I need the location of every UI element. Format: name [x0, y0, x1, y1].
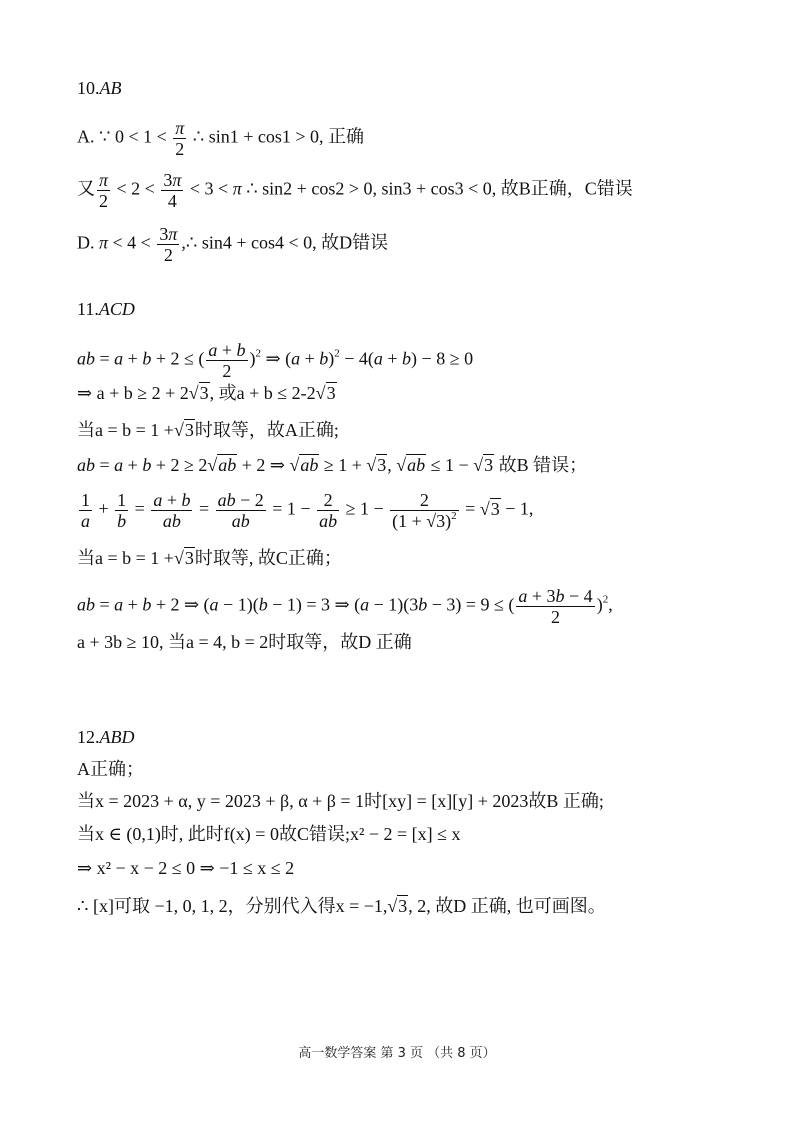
- sqrt-3: √3: [315, 383, 336, 403]
- fraction-a-plus-b-over-2: $\frac{a + b}{2}$: [208, 340, 246, 381]
- fraction-3pi-over-2: $\frac{3\pi}{2}$: [159, 224, 178, 265]
- formula: ∵ 0 < 1 <: [99, 126, 172, 147]
- fraction-3pi-over-4: $\frac{3\pi}{4}$: [163, 170, 182, 211]
- q12-line-4: ⇒ x² − x − 2 ≤ 0 ⇒ −1 ≤ x ≤ 2: [77, 858, 295, 878]
- q11-line-8: a + 3b ≥ 10, 当a = 4, b = 2时取等，故D 正确: [77, 632, 412, 652]
- sqrt-3: √3: [387, 896, 408, 916]
- q12-line-5: ∴ [x]可取 −1, 0, 1, 2，分别代入得x = −1,√3, 2, 故D 正确, 也可画图。: [77, 896, 606, 916]
- q11-line-5: $\frac{1}{a}$ + $\frac{1}{b}$ = $\frac{a + b}{ab}$ = $\frac{ab - 2}{ab}$ = 1 − $\frac{2}{ab}$ ≥ 1 − $\frac{2}{(1 + √3)^2}$ = √3 − 1,: [81, 490, 534, 531]
- formula: < 3 < π: [189, 178, 242, 199]
- q11-line-2: ⇒ a + b ≥ 2 + 2√3, 或a + b ≤ 2-2√3: [77, 383, 336, 403]
- q10-header: 10.AB: [77, 78, 122, 98]
- sqrt-3: √3: [188, 383, 209, 403]
- q10-line-a: A. ∵ 0 < 1 < $\frac{\pi}{2}$ ∴ sin1 + cos1 > 0, 正确: [77, 118, 365, 159]
- q12-line-1: A正确；: [77, 759, 144, 779]
- q11-line-3: 当a = b = 1 +√3时取等，故A正确;: [77, 420, 339, 440]
- formula: π < 4 <: [99, 232, 156, 253]
- q12-line-2: 当x = 2023 + α, y = 2023 + β, α + β = 1时[xy] = [x][y] + 2023故B 正确;: [77, 791, 604, 811]
- sqrt-3: √3: [173, 420, 194, 440]
- q11-line-4: ab = a + b + 2 ≥ 2√ab + 2 ⇒ √ab ≥ 1 + √3, √ab ≤ 1 − √3 故B 错误；: [77, 455, 588, 475]
- q11-line-7: ab = a + b + 2 ⇒ (a − 1)(b − 1) = 3 ⇒ (a − 1)(3b − 3) = 9 ≤ ( $\frac{a + 3b - 4}{2}$ )$^2$,: [77, 586, 613, 627]
- q12-line-3: 当x ∈ (0,1)时, 此时f(x) = 0故C错误;x² − 2 = [x] ≤ x: [77, 824, 461, 844]
- page-footer: 高一数学答案 第 3 页 （共 8 页）: [298, 1046, 496, 1061]
- q11-line-1: ab = a + b + 2 ≤ ( $\frac{a + b}{2}$ )$^2$ ⇒ $(a + b)^2 - 4(a + b) - 8 \ge 0$: [77, 340, 474, 381]
- fraction-pi-over-2: $\frac{\pi}{2}$: [99, 170, 109, 211]
- q10-line-d: D. π < 4 < $\frac{3\pi}{2}$ ,∴ sin4 + cos4 < 0, 故D错误: [77, 224, 389, 265]
- q11-line-6: 当a = b = 1 +√3时取等, 故C正确；: [77, 548, 342, 568]
- formula: < 2 <: [116, 178, 160, 199]
- fraction-pi-over-2: $\frac{\pi}{2}$: [175, 118, 185, 159]
- q11-header: 11.ACD: [77, 299, 135, 319]
- q10-line-b: 又 $\frac{\pi}{2}$ < 2 < $\frac{3\pi}{4}$ < 3 < π ∴ sin2 + cos2 > 0, sin3 + cos3 < 0, 故B正确，C错误: [77, 170, 633, 211]
- q12-header: 12.ABD: [77, 727, 135, 747]
- sqrt-3: √3: [173, 548, 194, 568]
